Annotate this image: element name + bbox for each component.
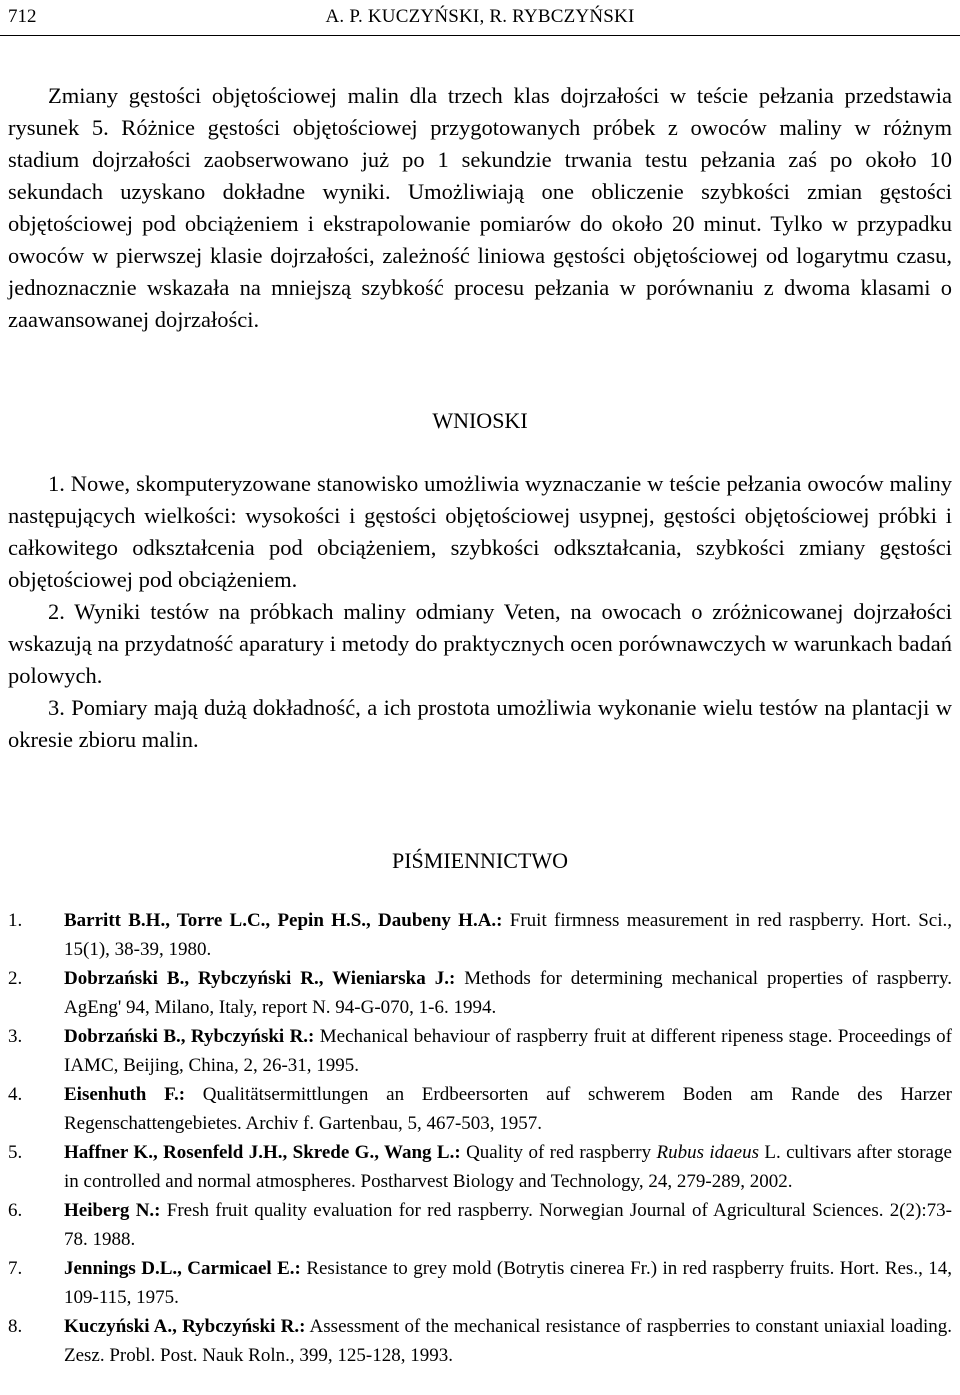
reference-item <box>8 1080 952 1138</box>
reference-details: Fruit firmness measurement in red raspberry. Hort. Sci., 15(1), 38-39, 1980. <box>64 910 953 960</box>
reference-details: Qualitätsermittlungen an Erdbeersorten auf schwerem Boden am Rande des Harzer Regenschattengebietes. Archiv f. Gartenbau, 5, 467-503, 1957. <box>64 1084 952 1134</box>
reference-details: Assessment of the mechanical resistance of raspberries to constant uniaxial loading. Zesz. Probl. Post. Nauk Roln., 399, 125-128, 1993. <box>64 1316 952 1366</box>
reference-authors: Eisenhuth F.: <box>64 1084 186 1105</box>
reference-authors: Haffner K., Rosenfeld J.H., Skrede G., Wang L.: <box>64 1142 461 1163</box>
reference-authors: Heiberg N.: <box>64 1200 161 1221</box>
reference-details: Mechanical behaviour of raspberry fruit at different ripeness stage. Proceedings of IAMC, Beijing, China, 2, 26-31, 1995. <box>64 1026 953 1076</box>
header-rule <box>0 35 960 36</box>
reference-details: L. cultivars after storage in controlled and normal atmospheres. Postharvest Biology and Technology, 24, 279-289, 2002. <box>64 1142 952 1192</box>
reference-details: Fresh fruit quality evaluation for red raspberry. Norwegian Journal of Agricultural Sciences. 2(2):73-78. 1988. <box>64 1200 952 1250</box>
conclusion-item: 3. Pomiary mają dużą dokładność, a ich prostota umożliwia wykonanie wielu testów na plantacji w okresie zbioru malin. <box>8 695 952 752</box>
reference-text <box>64 1022 952 1080</box>
reference-species-name: Rubus idaeus <box>656 1142 759 1163</box>
reference-number: 6. <box>8 1200 23 1221</box>
reference-text <box>64 1138 952 1196</box>
conclusion-item: 2. Wyniki testów na próbkach maliny odmiany Veten, na owocach o zróżnicowanej dojrzałości wskazują na przydatność aparatury i metody do praktycznych ocen porównawczych w warunkach badań polowych. <box>8 599 952 688</box>
reference-item <box>8 1254 952 1312</box>
reference-number: 2. <box>8 968 23 989</box>
reference-authors: Kuczyński A., Rybczyński R.: <box>64 1316 306 1337</box>
conclusions-heading: WNIOSKI <box>432 408 528 433</box>
reference-number: 5. <box>8 1142 23 1163</box>
body-text <box>8 80 952 336</box>
reference-number: 4. <box>8 1084 23 1105</box>
reference-item <box>8 1196 952 1254</box>
reference-number: 7. <box>8 1258 23 1279</box>
reference-number: 8. <box>8 1316 23 1337</box>
reference-number: 3. <box>8 1026 23 1047</box>
references-heading: PIŚMIENNICTWO <box>392 848 568 873</box>
page-number: 712 <box>8 6 37 27</box>
reference-item <box>8 906 952 964</box>
reference-text <box>64 1196 952 1254</box>
running-head: A. P. KUCZYŃSKI, R. RYBCZYŃSKI <box>325 6 635 27</box>
paragraph: Zmiany gęstości objętościowej malin dla trzech klas dojrzałości w teście pełzania przedstawia rysunek 5. Różnice gęstości objętościowej przygotowanych próbek z owoców maliny w różnym stadium dojrzałości zaobserwowano już po 1 sekundzie trwania testu pełzania zaś po około 10 sekundach uzyskano dokładne wyniki. Umożliwiają one obliczenie szybkości zmian gęstości objętościowej pod obciążeniem i ekstrapolowanie pomiarów do około 20 minut. Tylko w przypadku owoców w pierwszej klasie dojrzałości, zależność liniowa gęstości objętościowej od logarytmu czasu, jednoznacznie wskazała na mniejszą szybkość procesu pełzania w porównaniu z dwoma klasami o zaawansowanej dojrzałości. <box>8 83 952 332</box>
reference-number: 1. <box>8 910 23 931</box>
conclusion-item: 1. Nowe, skomputeryzowane stanowisko umożliwia wyznaczanie w teście pełzania owoców maliny następujących wielkości: wysokości i gęstości objętościowej usypnej, gęstości objętościowej próbki i całkowitego odkształcenia pod obciążeniem, szybkości odkształcania, szybkości zmiany gęstości objętościowej pod obciążeniem. <box>8 471 952 592</box>
reference-text <box>64 906 952 964</box>
reference-details: Resistance to grey mold (Botrytis cinerea Fr.) in red raspberry fruits. Hort. Res., 14, 109-115, 1975. <box>64 1258 952 1308</box>
reference-authors: Dobrzański B., Rybczyński R.: <box>64 1026 315 1047</box>
reference-item <box>8 964 952 1022</box>
reference-item <box>8 1022 952 1080</box>
reference-details: Methods for determining mechanical properties of raspberry. AgEng' 94, Milano, Italy, report N. 94-G-070, 1-6. 1994. <box>64 968 952 1018</box>
references-list <box>8 906 952 1370</box>
reference-text <box>64 1080 952 1138</box>
page-header <box>0 2 960 32</box>
reference-authors: Barritt B.H., Torre L.C., Pepin H.S., Daubeny H.A.: <box>64 910 503 931</box>
reference-text <box>64 964 952 1022</box>
reference-item <box>8 1312 952 1370</box>
reference-authors: Jennings D.L., Carmicael E.: <box>64 1258 301 1279</box>
reference-text <box>64 1254 952 1312</box>
reference-text <box>64 1312 952 1370</box>
reference-details: Quality of red raspberry <box>460 1142 657 1163</box>
reference-authors: Dobrzański B., Rybczyński R., Wieniarska J.: <box>64 968 456 989</box>
reference-item <box>8 1138 952 1196</box>
conclusions <box>8 468 952 756</box>
